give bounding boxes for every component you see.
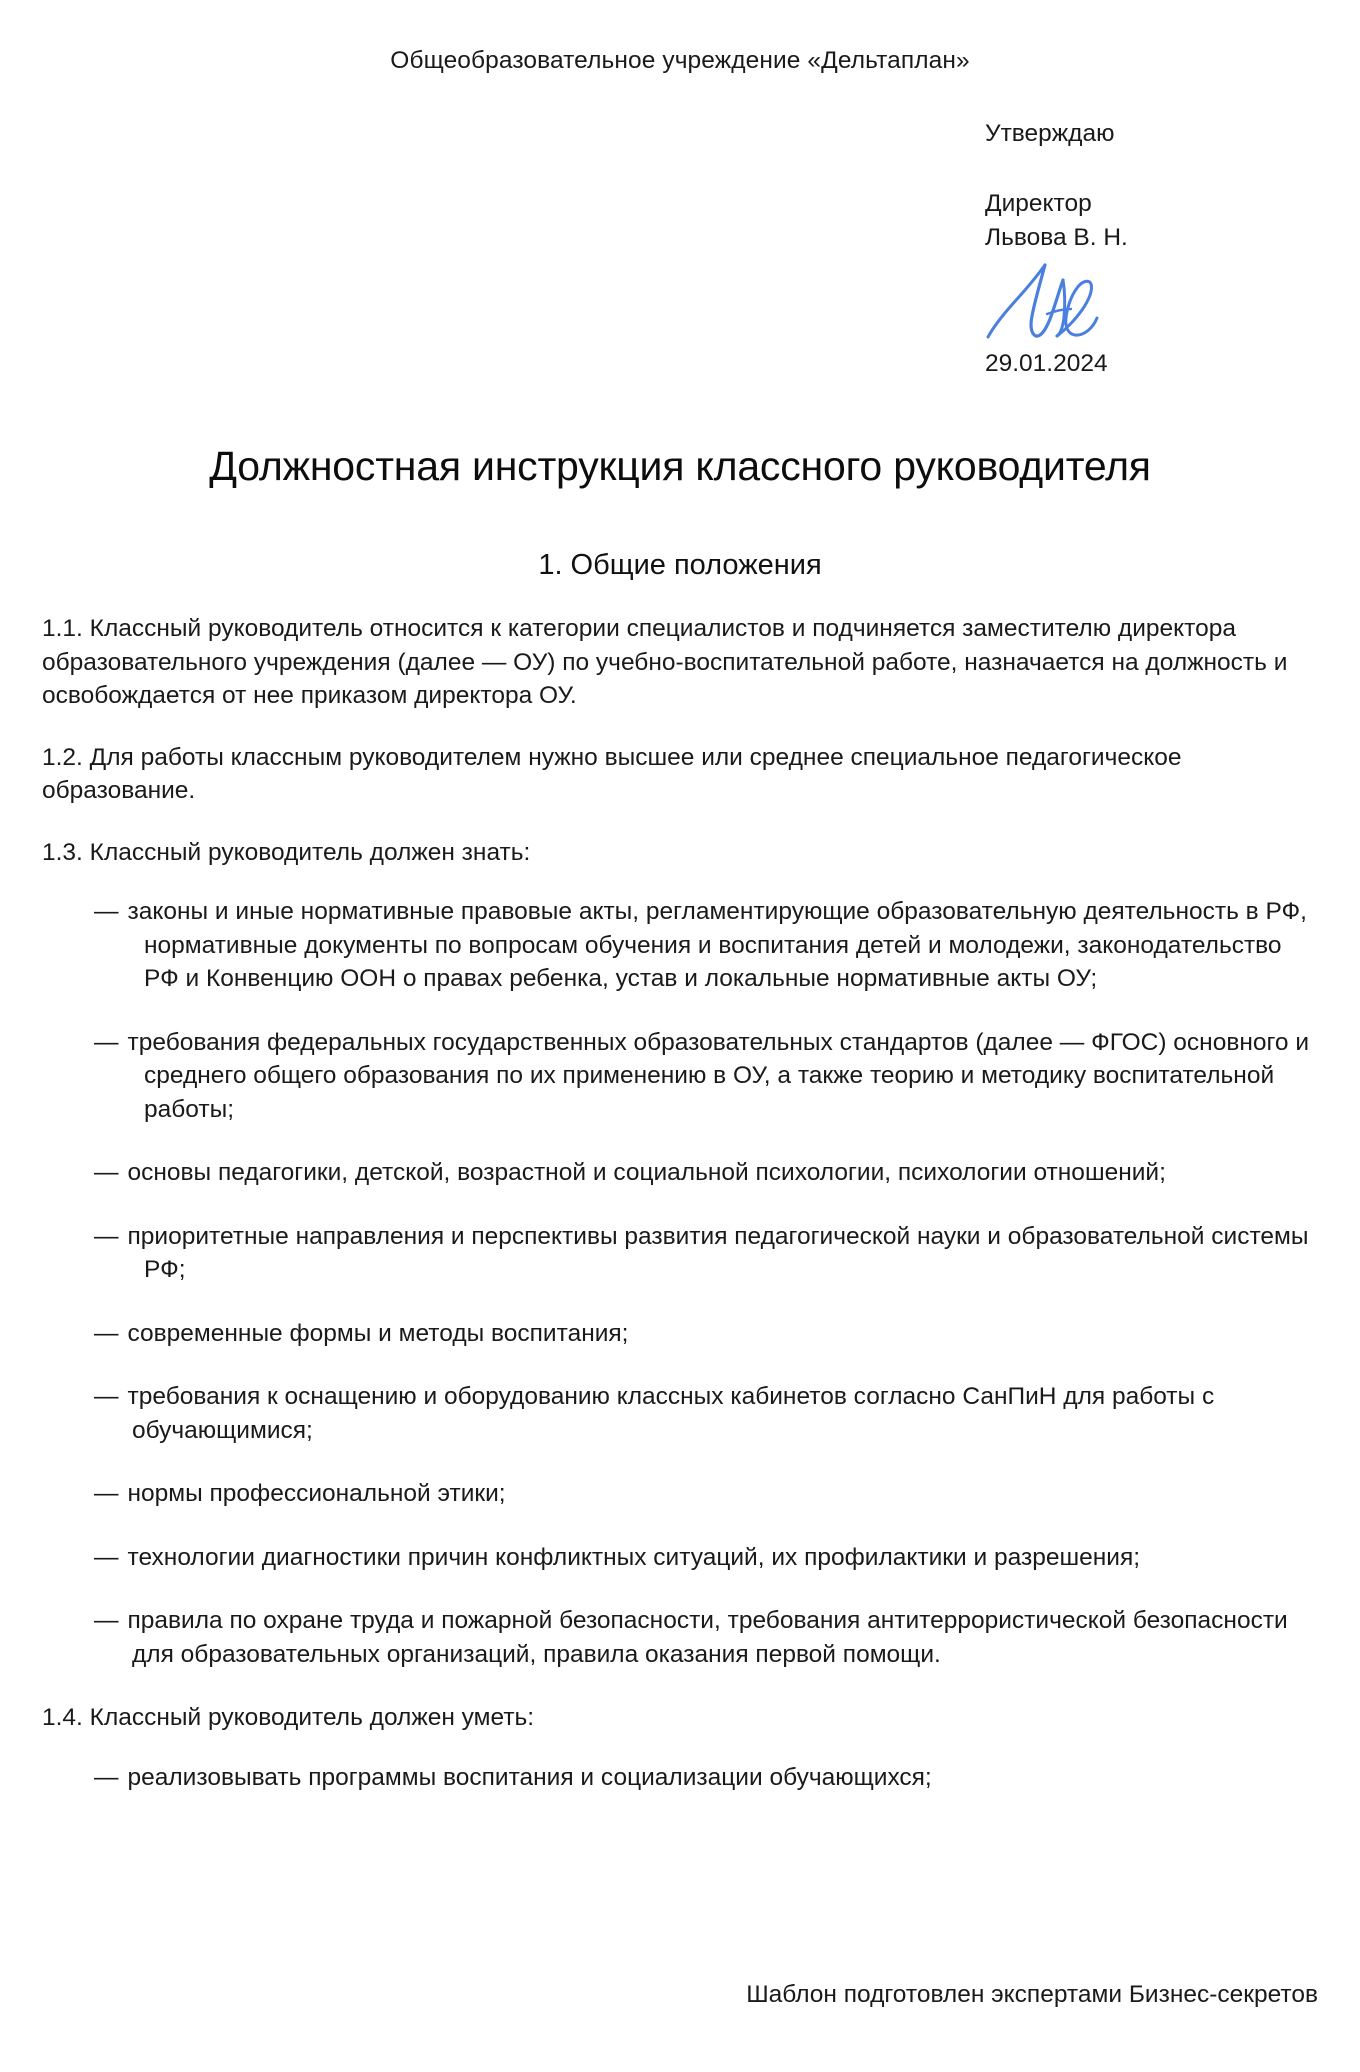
dash-marker: —: [94, 1607, 119, 1634]
dash-marker: —: [94, 1383, 119, 1410]
list-item: [94, 1317, 1318, 1351]
list-item-text: требования федеральных государственных образовательных стандартов (далее — ФГОС) основного и среднего общего образования по их применению в ОУ, а также теорию и методику воспитательной работы;: [127, 1028, 1310, 1123]
list-item-text: приоритетные направления и перспективы развития педагогической науки и образовательной системы РФ;: [127, 1222, 1309, 1283]
list-item: [94, 1380, 1318, 1447]
page-title: Должностная инструкция классного руководителя: [209, 443, 1151, 489]
approval-block: [985, 117, 1345, 255]
list-item-text: требования к оснащению и оборудованию классных кабинетов согласно СанПиН для работы с обучающимися;: [127, 1383, 1215, 1444]
list-item: [94, 1604, 1318, 1671]
list-item-text: правила по охране труда и пожарной безопасности, требования антитеррористической безопасности для образовательных организаций, правила оказания первой помощи.: [127, 1607, 1288, 1668]
list-item-text: реализовывать программы воспитания и социализации обучающихся;: [127, 1763, 932, 1791]
paragraph-1-2: 1.2. Для работы классным руководителем нужно высшее или среднее специальное педагогическое образование.: [42, 743, 1182, 804]
list-item-text: законы и иные нормативные правовые акты, регламентирующие образовательную деятельность в РФ, нормативные документы по вопросам обучения и воспитания детей и молодежи, законодательство РФ и Конвенцию ООН о правах ребенка, устав и локальные нормативные акты ОУ;: [127, 898, 1307, 992]
dash-marker: —: [94, 1543, 119, 1571]
section-heading: 1. Общие положения: [538, 549, 822, 581]
list-item: [94, 1477, 1318, 1511]
list-item: [94, 1026, 1318, 1127]
approver-name: Львова В. Н.: [985, 224, 1128, 251]
dash-marker: —: [94, 1763, 119, 1791]
list-item: [94, 1541, 1318, 1575]
dash-marker: —: [94, 1480, 119, 1507]
signature-image: [985, 258, 1185, 340]
bullet-list-know: [94, 895, 1318, 1671]
document-body: [42, 612, 1318, 1824]
paragraph-1-3: 1.3. Классный руководитель должен знать:: [42, 838, 531, 866]
list-item-text: основы педагогики, детской, возрастной и социальной психологии, психологии отношений;: [127, 1159, 1166, 1186]
dash-marker: —: [94, 1319, 119, 1347]
dash-marker: —: [94, 1222, 119, 1250]
approval-word: Утверждаю: [985, 120, 1115, 147]
list-item-text: современные формы и методы воспитания;: [127, 1319, 629, 1347]
dash-marker: —: [94, 1028, 119, 1056]
paragraph-1-1: 1.1. Классный руководитель относится к категории специалистов и подчиняется заместителю директора образовательного учреждения (далее — ОУ) по учебно-воспитательной работе, назначается на должность и освобождается от нее приказом директора ОУ.: [42, 615, 1288, 709]
list-item-text: технологии диагностики причин конфликтных ситуаций, их профилактики и разрешения;: [127, 1543, 1141, 1571]
approval-date: 29.01.2024: [985, 350, 1108, 377]
approver-position: Директор: [985, 190, 1092, 217]
bullet-list-can: [94, 1761, 1318, 1795]
list-item: [94, 895, 1318, 996]
paragraph-1-4: 1.4. Классный руководитель должен уметь:: [42, 1704, 535, 1731]
list-item: [94, 1156, 1318, 1190]
organization-name: Общеобразовательное учреждение «Дельтаплан»: [390, 47, 970, 74]
list-item: [94, 1761, 1318, 1795]
footer-note: Шаблон подготовлен экспертами Бизнес-секретов: [746, 1981, 1318, 2008]
dash-marker: —: [94, 898, 119, 925]
list-item: [94, 1220, 1318, 1287]
list-item-text: нормы профессиональной этики;: [127, 1480, 506, 1507]
dash-marker: —: [94, 1159, 119, 1186]
